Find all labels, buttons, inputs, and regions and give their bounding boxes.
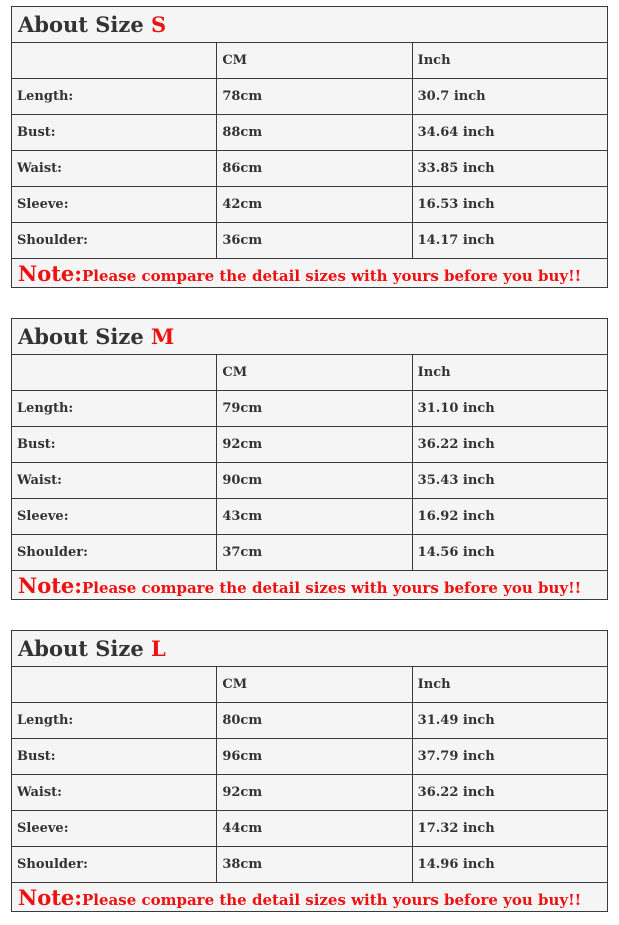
cm-value: 37cm xyxy=(217,535,412,571)
table-row xyxy=(12,79,608,115)
cm-value: 92cm xyxy=(217,775,412,811)
size-letter: S xyxy=(151,12,167,37)
row-label: Sleeve: xyxy=(12,499,217,535)
row-label: Sleeve: xyxy=(12,187,217,223)
size-table-s xyxy=(11,6,608,288)
table-title-row xyxy=(12,631,608,667)
size-table-l xyxy=(11,630,608,912)
row-label: Sleeve: xyxy=(12,811,217,847)
inch-value: 16.53 inch xyxy=(412,187,607,223)
row-label: Length: xyxy=(12,79,217,115)
cm-value: 43cm xyxy=(217,499,412,535)
table-row xyxy=(12,427,608,463)
cm-value: 86cm xyxy=(217,151,412,187)
row-label: Length: xyxy=(12,391,217,427)
cm-value: 44cm xyxy=(217,811,412,847)
note-label: Note: xyxy=(18,260,83,286)
note-cell xyxy=(12,571,608,600)
cm-value: 42cm xyxy=(217,187,412,223)
table-row xyxy=(12,847,608,883)
table-row xyxy=(12,811,608,847)
cm-value: 78cm xyxy=(217,79,412,115)
note-cell xyxy=(12,259,608,288)
header-row xyxy=(12,667,608,703)
table-title xyxy=(12,631,608,667)
cm-value: 96cm xyxy=(217,739,412,775)
table-title xyxy=(12,7,608,43)
header-blank xyxy=(12,43,217,79)
table-row xyxy=(12,391,608,427)
row-label: Length: xyxy=(12,703,217,739)
cm-value: 36cm xyxy=(217,223,412,259)
cm-value: 80cm xyxy=(217,703,412,739)
note-label: Note: xyxy=(18,884,83,910)
inch-value: 33.85 inch xyxy=(412,151,607,187)
table-title xyxy=(12,319,608,355)
table-row xyxy=(12,703,608,739)
title-prefix: About Size xyxy=(18,12,152,37)
title-prefix: About Size xyxy=(18,636,152,661)
note-row xyxy=(12,259,608,288)
table-row xyxy=(12,151,608,187)
row-label: Bust: xyxy=(12,427,217,463)
row-label: Shoulder: xyxy=(12,535,217,571)
table-title-row xyxy=(12,7,608,43)
inch-value: 17.32 inch xyxy=(412,811,607,847)
cm-value: 90cm xyxy=(217,463,412,499)
cm-value: 88cm xyxy=(217,115,412,151)
size-letter: M xyxy=(151,324,175,349)
header-cm: CM xyxy=(217,355,412,391)
inch-value: 16.92 inch xyxy=(412,499,607,535)
cm-value: 79cm xyxy=(217,391,412,427)
row-label: Shoulder: xyxy=(12,847,217,883)
note-row xyxy=(12,571,608,600)
row-label: Waist: xyxy=(12,151,217,187)
size-letter: L xyxy=(151,636,166,661)
inch-value: 14.56 inch xyxy=(412,535,607,571)
size-table-m xyxy=(11,318,608,600)
note-label: Note: xyxy=(18,572,83,598)
header-inch: Inch xyxy=(412,667,607,703)
header-inch: Inch xyxy=(412,355,607,391)
header-row xyxy=(12,43,608,79)
table-row xyxy=(12,775,608,811)
inch-value: 31.49 inch xyxy=(412,703,607,739)
inch-value: 37.79 inch xyxy=(412,739,607,775)
row-label: Bust: xyxy=(12,115,217,151)
inch-value: 36.22 inch xyxy=(412,775,607,811)
header-blank xyxy=(12,355,217,391)
inch-value: 35.43 inch xyxy=(412,463,607,499)
note-cell xyxy=(12,883,608,912)
row-label: Waist: xyxy=(12,775,217,811)
inch-value: 36.22 inch xyxy=(412,427,607,463)
inch-value: 14.17 inch xyxy=(412,223,607,259)
row-label: Waist: xyxy=(12,463,217,499)
inch-value: 30.7 inch xyxy=(412,79,607,115)
title-prefix: About Size xyxy=(18,324,152,349)
note-row xyxy=(12,883,608,912)
table-title-row xyxy=(12,319,608,355)
row-label: Bust: xyxy=(12,739,217,775)
inch-value: 34.64 inch xyxy=(412,115,607,151)
header-inch: Inch xyxy=(412,43,607,79)
inch-value: 31.10 inch xyxy=(412,391,607,427)
header-cm: CM xyxy=(217,667,412,703)
table-row xyxy=(12,223,608,259)
cm-value: 92cm xyxy=(217,427,412,463)
table-row xyxy=(12,463,608,499)
header-blank xyxy=(12,667,217,703)
cm-value: 38cm xyxy=(217,847,412,883)
header-cm: CM xyxy=(217,43,412,79)
inch-value: 14.96 inch xyxy=(412,847,607,883)
table-row xyxy=(12,535,608,571)
note-text: Please compare the detail sizes with yours before you buy!! xyxy=(82,890,582,909)
table-row xyxy=(12,499,608,535)
table-row xyxy=(12,187,608,223)
row-label: Shoulder: xyxy=(12,223,217,259)
note-text: Please compare the detail sizes with yours before you buy!! xyxy=(82,266,582,285)
header-row xyxy=(12,355,608,391)
note-text: Please compare the detail sizes with yours before you buy!! xyxy=(82,578,582,597)
table-row xyxy=(12,115,608,151)
table-row xyxy=(12,739,608,775)
